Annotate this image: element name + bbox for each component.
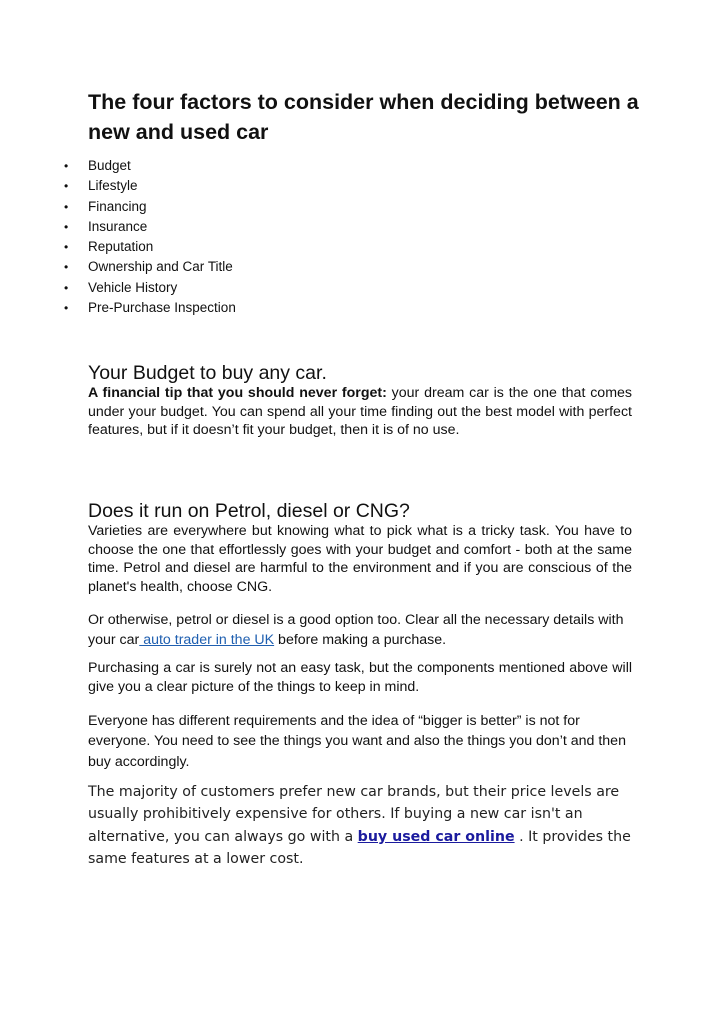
list-item: • Reputation <box>88 237 236 257</box>
page-title: The four factors to consider when deciding between a new and used car <box>88 90 639 144</box>
paragraph5-text: The majority of customers prefer new car brands, but their price levels are usually prohibitively expensive for others. If buying a new car isn't an alternative, you can always go with a <box>88 784 620 845</box>
fuel-heading: Does it run on Petrol, diesel or CNG? <box>88 500 410 522</box>
fuel-paragraph-1: Varieties are everywhere but knowing what to pick what is a tricky task. You have to choose the one that effortlessly goes with your budget and comfort - both at the same time. Petrol and diesel are harmful to the environment and if you are conscious of the planet's health, choose CNG. <box>88 523 632 595</box>
tip-label: A financial tip that you should never forget: <box>88 385 387 401</box>
paragraph2-text-end: before making a purchase. <box>274 631 447 648</box>
factors-list <box>88 156 236 318</box>
budget-heading: Your Budget to buy any car. <box>88 362 327 384</box>
fuel-paragraph-5 <box>88 781 632 870</box>
paragraph2-text: Or otherwise, petrol or diesel is a good option too. Clear all the necessary details with your car <box>88 612 624 648</box>
list-item: • Pre-Purchase Inspection <box>88 298 236 318</box>
list-item: • Financing <box>88 197 236 217</box>
list-item: • Lifestyle <box>88 176 236 196</box>
list-item: • Budget <box>88 156 236 176</box>
budget-paragraph <box>88 384 632 440</box>
list-item: • Insurance <box>88 217 236 237</box>
tip-text: your dream car is the one that comes under your budget. You can spend all your time finding out the best model with perfect features, but if it doesn’t fit your budget, then it is of no use. <box>88 385 632 438</box>
auto-trader-link[interactable]: auto trader in the UK <box>139 631 275 648</box>
fuel-paragraph-3: Purchasing a car is surely not an easy task, but the components mentioned above will give you a clear picture of the things to keep in mind. <box>88 660 632 695</box>
list-item: • Ownership and Car Title <box>88 257 236 277</box>
fuel-paragraph-4: Everyone has different requirements and the idea of “bigger is better” is not for everyone. You need to see the things you want and also the things you don’t and then buy accordingly. <box>88 713 626 770</box>
paragraph5-text-end: . It provides the same features at a lower cost. <box>88 828 631 867</box>
fuel-paragraph-2 <box>88 611 632 650</box>
buy-used-car-link[interactable]: buy used car online <box>357 828 515 845</box>
list-item: • Vehicle History <box>88 278 236 298</box>
